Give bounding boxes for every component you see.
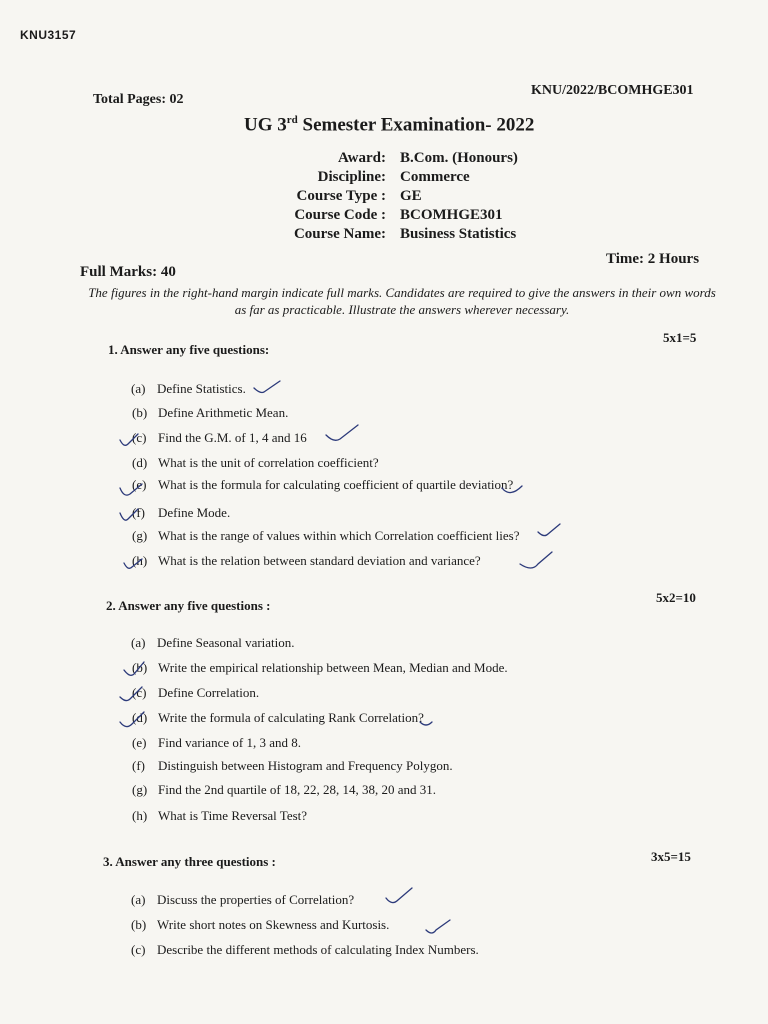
meta-row (270, 169, 518, 188)
question-label: (a) (131, 381, 146, 396)
question-label: (e) (132, 477, 147, 492)
question-label: (h) (132, 808, 148, 823)
pen-tick-icon (252, 378, 282, 398)
question-text: What is the formula for calculating coefficient of quartile deviation? (158, 477, 514, 492)
question-text: What is the unit of correlation coefficient? (158, 455, 379, 470)
question-text: Find the G.M. of 1, 4 and 16 (158, 430, 307, 445)
question-item (132, 758, 453, 774)
meta-row (270, 226, 518, 245)
section-heading-text: Answer any three questions : (115, 854, 276, 869)
question-item (132, 553, 481, 569)
question-label: (h) (132, 553, 148, 568)
question-label: (b) (131, 917, 147, 932)
section-number: 3. (103, 854, 113, 869)
question-label: (b) (132, 660, 148, 675)
pen-tick-icon (122, 555, 144, 573)
question-item (132, 808, 307, 824)
section-2-heading (106, 598, 270, 614)
question-item (131, 917, 389, 933)
question-text: Write the formula of calculating Rank Correlation? (158, 710, 424, 725)
exam-title-suffix: Semester Examination- 2022 (297, 114, 535, 136)
exam-title-sup: rd (286, 114, 298, 126)
meta-value: B.Com. (Honours) (400, 150, 518, 166)
section-3-heading (103, 854, 276, 870)
meta-value: Business Statistics (400, 226, 517, 242)
question-text: What is the range of values within which Correlation coefficient lies? (158, 528, 520, 543)
question-text: Define Correlation. (158, 685, 260, 700)
question-label: (f) (132, 505, 145, 520)
question-label: (g) (132, 782, 148, 797)
question-label: (f) (132, 758, 145, 773)
section-3-marks: 3x5=15 (651, 849, 691, 864)
question-item (132, 710, 424, 726)
question-text: Distinguish between Histogram and Frequency Polygon. (158, 758, 453, 773)
pen-tick-icon (122, 660, 146, 680)
question-item (132, 735, 301, 751)
question-text: What is Time Reversal Test? (158, 808, 308, 823)
question-item (132, 528, 519, 544)
section-number: 1. (108, 342, 118, 357)
pen-tick-icon (118, 430, 140, 450)
meta-value: BCOMHGE301 (400, 207, 503, 223)
question-text: Find the 2nd quartile of 18, 22, 28, 14, 38, 20 and 31. (158, 782, 437, 797)
question-item (132, 505, 230, 521)
pen-tick-icon (118, 505, 140, 525)
question-item (131, 381, 246, 397)
meta-row (270, 150, 518, 169)
pen-tick-icon (324, 423, 360, 445)
section-number: 2. (106, 598, 116, 613)
meta-value: GE (400, 188, 422, 204)
question-item (132, 455, 379, 471)
meta-label: Course Name: (293, 226, 386, 242)
meta-row (270, 188, 518, 207)
question-label: (g) (132, 528, 148, 543)
question-item (132, 782, 436, 798)
question-text: Find variance of 1, 3 and 8. (158, 735, 301, 750)
question-item (132, 405, 288, 421)
section-heading-text: Answer any five questions: (120, 342, 270, 357)
question-item (131, 942, 479, 958)
question-text: Define Arithmetic Mean. (158, 405, 289, 420)
time-allowed: Time: 2 Hours (606, 251, 700, 267)
corner-code: KNU3157 (20, 28, 77, 42)
exam-title (244, 114, 534, 136)
pen-tick-icon (118, 480, 144, 500)
meta-row (270, 207, 518, 226)
section-1-marks: 5x1=5 (663, 330, 697, 345)
pen-tick-icon (536, 522, 562, 540)
section-2-marks: 5x2=10 (656, 590, 696, 605)
question-label: (c) (132, 685, 147, 700)
meta-label: Course Type : (296, 188, 386, 204)
pen-tick-icon (424, 916, 452, 938)
question-item (132, 477, 513, 493)
meta-value: Commerce (400, 169, 470, 185)
pen-tick-icon (118, 685, 144, 705)
exam-title-prefix: UG 3 (244, 114, 287, 136)
paper-code: KNU/2022/BCOMHGE301 (531, 83, 694, 98)
meta-label: Course Code : (294, 207, 386, 223)
question-text: What is the relation between standard deviation and variance? (158, 553, 481, 568)
question-label: (c) (131, 942, 146, 957)
total-pages: Total Pages: 02 (93, 92, 184, 107)
pen-tick-icon (418, 718, 434, 730)
meta-label: Award: (337, 150, 386, 166)
question-item (132, 660, 508, 676)
question-label: (e) (132, 735, 147, 750)
question-label: (a) (131, 892, 146, 907)
question-text: Write the empirical relationship between Mean, Median and Mode. (158, 660, 508, 675)
question-item (132, 685, 259, 701)
question-text: Describe the different methods of calculating Index Numbers. (157, 942, 479, 957)
section-heading-text: Answer any five questions : (118, 598, 271, 613)
course-meta (270, 150, 518, 245)
question-text: Define Statistics. (157, 381, 246, 396)
question-text: Write short notes on Skewness and Kurtosis. (157, 917, 390, 932)
question-label: (c) (132, 430, 147, 445)
question-label: (d) (132, 455, 148, 470)
question-text: Define Mode. (158, 505, 231, 520)
meta-label: Discipline: (317, 169, 386, 185)
question-item (132, 430, 307, 446)
question-item (131, 892, 354, 908)
pen-tick-icon (500, 482, 524, 498)
question-label: (a) (131, 635, 146, 650)
question-label: (b) (132, 405, 148, 420)
pen-tick-icon (384, 886, 414, 910)
pen-tick-icon (118, 710, 146, 732)
question-text: Discuss the properties of Correlation? (157, 892, 355, 907)
full-marks: Full Marks: 40 (80, 264, 176, 280)
question-item (131, 635, 295, 651)
instructions: The figures in the right-hand margin indicate full marks. Candidates are required to give the answers in their own words as far as practicable. Illustrate the answers wherever necessary. (88, 285, 716, 317)
pen-tick-icon (518, 550, 554, 574)
question-label: (d) (132, 710, 148, 725)
section-1-heading (108, 342, 269, 358)
question-text: Define Seasonal variation. (157, 635, 295, 650)
